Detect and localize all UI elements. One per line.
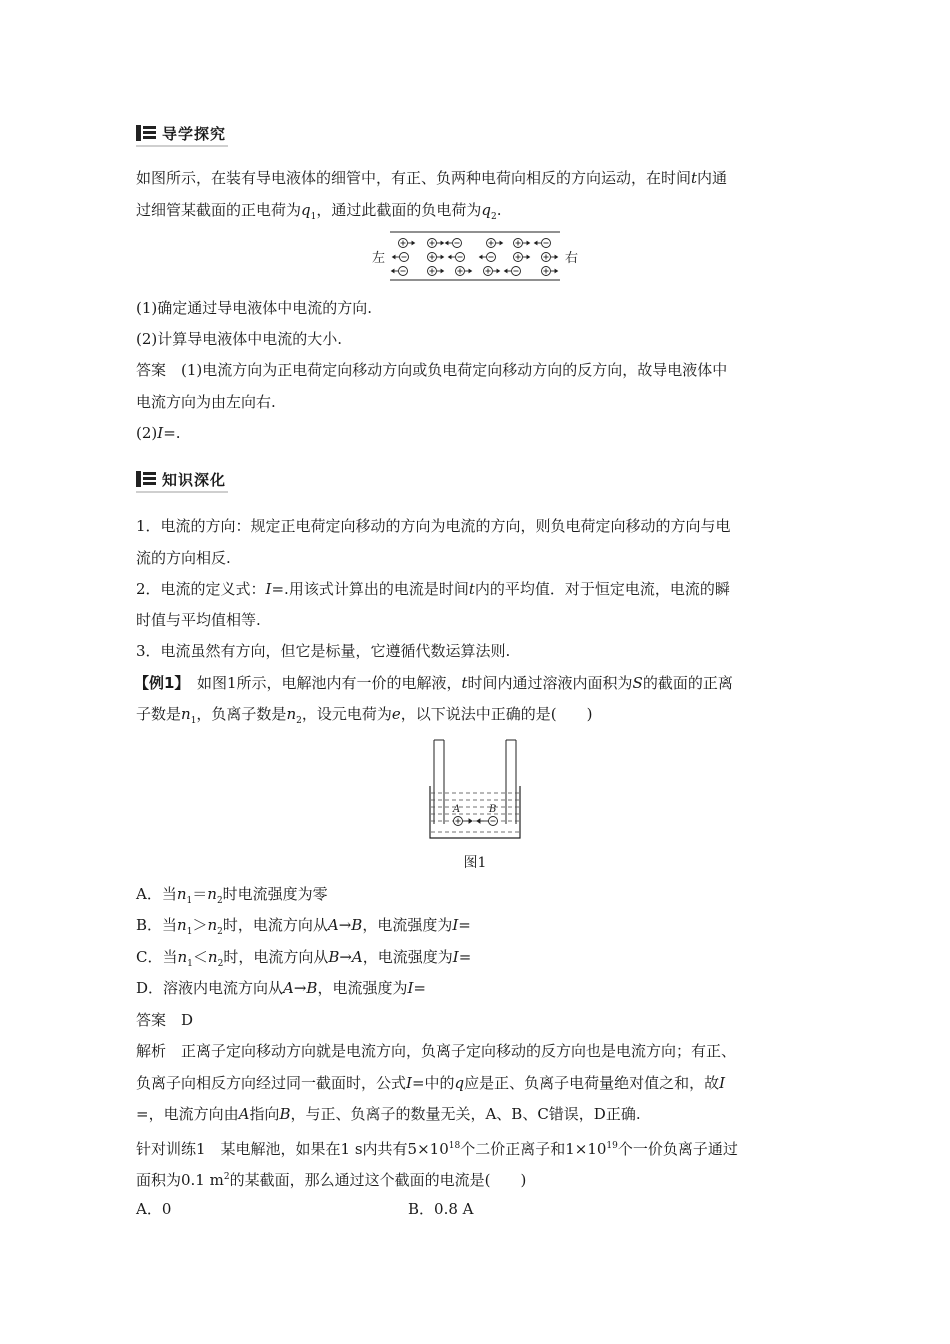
positive-ion [454, 817, 473, 826]
section-marker-icon [136, 125, 156, 141]
negative-charge [505, 267, 521, 276]
positive-charge [514, 239, 530, 248]
training-1-line-1: 针对训练1 某电解池，如果在1 s内共有$5\times 10^{18}$个二价正离子和$1\times 10^{19}$个一价负离子通过 [136, 1140, 738, 1158]
option-d: D．溶液内电流方向从A→B，电流强度为I= [136, 979, 426, 997]
label-a: A [453, 804, 461, 815]
section-underline [136, 145, 228, 147]
point-2-line-2: 时值与平均值相等. [136, 611, 261, 629]
label-b: B [489, 804, 497, 815]
answer-example-1: 答案 D [136, 1011, 194, 1029]
charge-particles [392, 239, 558, 276]
intro-line-1: 如图所示，在装有导电液体的细管中，有正、负两种电荷向相反的方向运动，在时间t内通 [136, 169, 728, 187]
training-1-line-2: 面积为0.1 $m^2$的某截面，那么通过这个截面的电流是( ) [136, 1171, 527, 1189]
answer-line-2: 电流方向为由左向右. [136, 393, 276, 411]
option-c: C．当$n_1<n_2$时，电流方向从B→A，电流强度为I= [136, 948, 472, 969]
intro-line-2: 过细管某截面的正电荷为$q_1$，通过此截面的负电荷为$q_2$. [136, 201, 502, 222]
answer-line-1: 答案 (1)电流方向为正电荷定向移动方向或负电荷定向移动方向的反方向，故导电液体中 [136, 361, 728, 379]
point-2-line-1: 2．电流的定义式：I=.用该式计算出的电流是时间t内的平均值．对于恒定电流，电流的瞬 [136, 580, 730, 598]
analysis-line-1: 解析 正离子定向移动方向就是电流方向，负离子定向移动的反方向也是电流方向；有正、 [136, 1042, 737, 1060]
positive-charge [428, 239, 444, 248]
right-label: 右 [565, 251, 579, 266]
positive-charge [542, 253, 558, 262]
positive-charge [487, 239, 503, 248]
example-1-line-1: 【例1】 如图1所示，电解池内有一价的电解液，t时间内通过溶液内面积为S的截面的正离 [134, 674, 733, 692]
positive-charge [399, 239, 415, 248]
section-header-guided-inquiry [136, 122, 226, 144]
point-1-line-2: 流的方向相反. [136, 549, 231, 567]
positive-charge [428, 267, 444, 276]
point-1-line-1: 1．电流的方向：规定正电荷定向移动的方向为电流的方向，则负电荷定向移动的方向与电 [136, 517, 731, 535]
electrolytic-cell-figure [425, 738, 525, 842]
positive-charge [456, 267, 472, 276]
analysis-line-3: =，电流方向由A指向B，与正、负离子的数量无关，A、B、C错误，D正确. [136, 1105, 641, 1123]
analysis-line-2: 负离子向相反方向经过同一截面时，公式I=中的q应是正、负离子电荷量绝对值之和，故I [136, 1074, 726, 1092]
option-a: A．当$n_1=n_2$时电流强度为零 [136, 885, 328, 906]
negative-charge [393, 253, 409, 262]
positive-charge [428, 253, 444, 262]
example-1-line-2: 子数是$n_1$，负离子数是$n_2$，设元电荷为e，以下说法中正确的是( ) [136, 705, 593, 726]
answer-line-3: (2)I=. [136, 424, 181, 442]
negative-ion [477, 817, 498, 826]
negative-charge [449, 253, 465, 262]
training-option-a: A．0 [136, 1200, 172, 1218]
positive-charge [484, 267, 500, 276]
question-1: (1)确定通过导电液体中电流的方向. [136, 299, 373, 317]
negative-charge [392, 267, 408, 276]
section-marker-icon [136, 471, 156, 487]
negative-charge [480, 253, 496, 262]
option-b: B．当$n_1>n_2$时，电流方向从A→B，电流强度为I= [136, 916, 471, 937]
positive-charge [514, 253, 530, 262]
question-2: (2)计算导电液体中电流的大小. [136, 330, 343, 348]
left-label: 左 [372, 251, 386, 266]
point-3: 3．电流虽然有方向，但它是标量，它遵循代数运算法则. [136, 642, 511, 660]
section-underline [136, 491, 228, 493]
section-title: 知识深化 [162, 470, 227, 489]
positive-charge [542, 267, 558, 276]
negative-charge [535, 239, 551, 248]
figure-caption: 图1 [463, 855, 487, 871]
training-option-b: B．0.8 A [408, 1200, 474, 1218]
negative-charge [446, 239, 462, 248]
section-title: 导学探究 [162, 124, 227, 143]
section-header-knowledge [136, 468, 226, 490]
conductive-tube-diagram [360, 228, 590, 284]
